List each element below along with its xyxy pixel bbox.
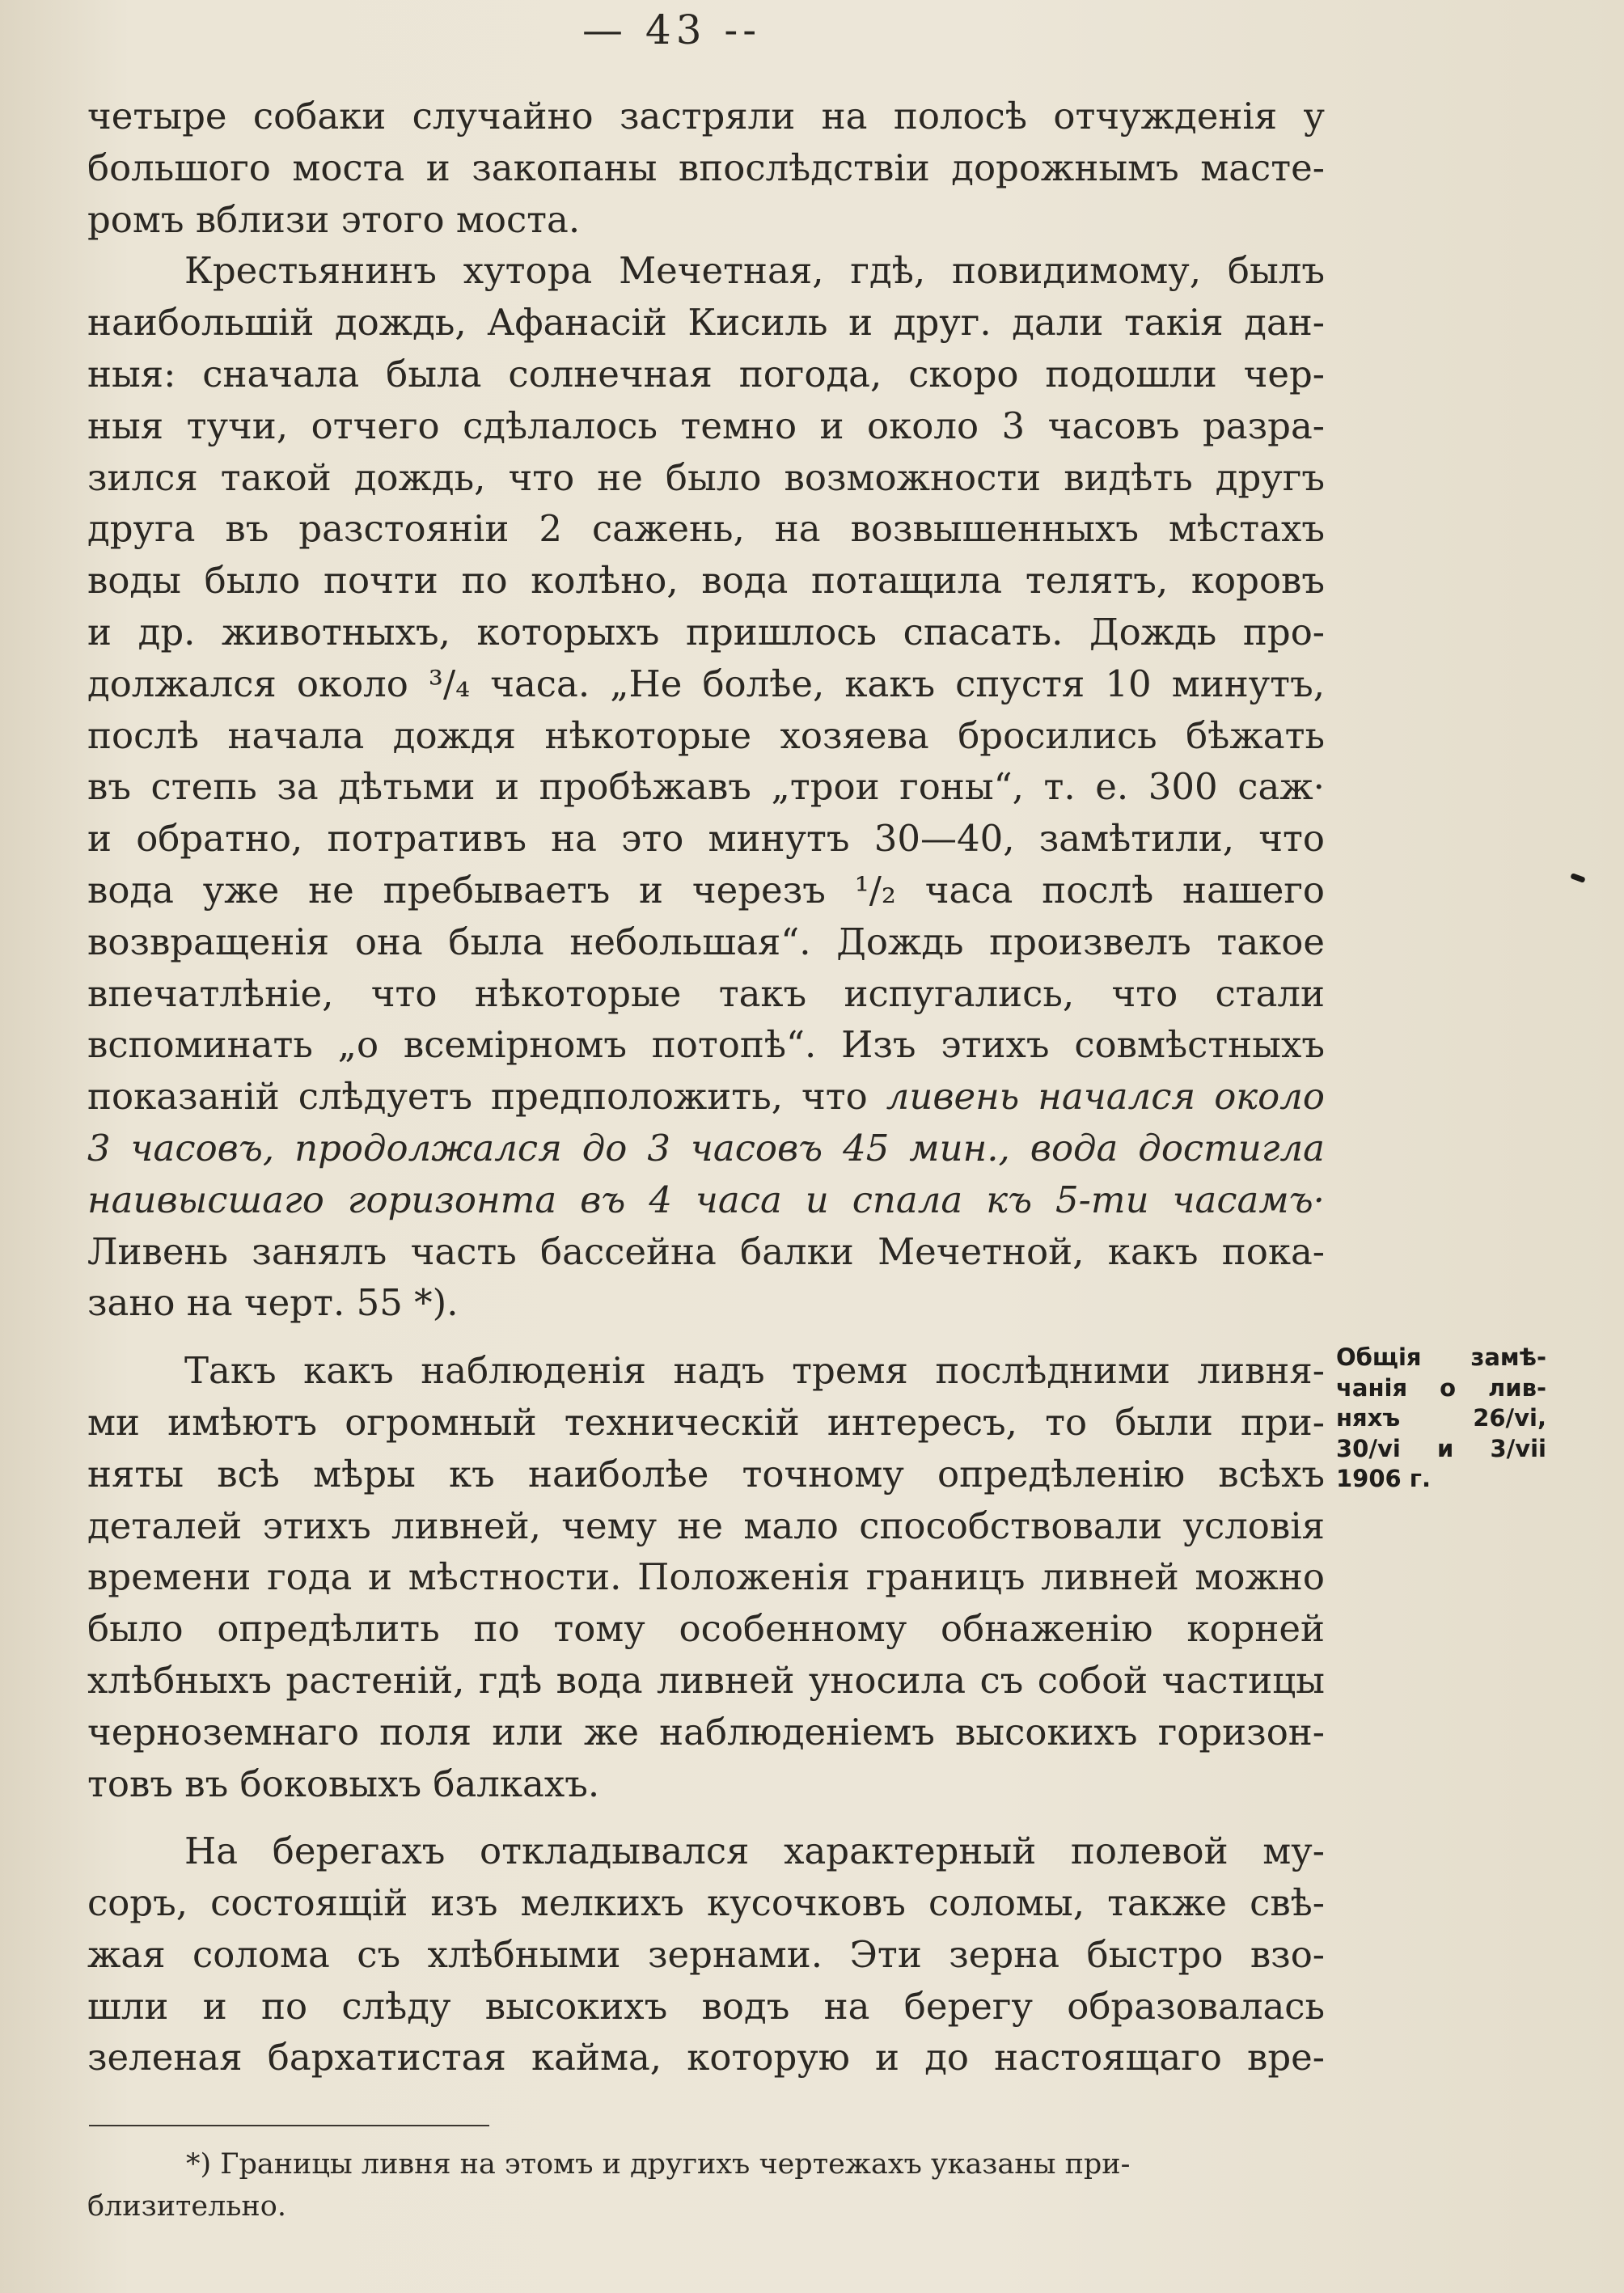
text-line-roman: большого моста и закопаны впослѣдствіи дорожнымъ масте- (87, 146, 1325, 189)
text-line-roman: Ливень занялъ часть бассейна балки Мечетной, какъ пока- (87, 1229, 1325, 1273)
text-line-roman: ныя тучи, отчего сдѣлалось темно и около 3 часовъ разра- (87, 404, 1325, 447)
text-line (87, 245, 1325, 297)
footnote-rule (89, 2125, 489, 2126)
text-line-italic: 3 часовъ, продолжался до 3 часовъ 45 мин., вода достигла (87, 1126, 1325, 1170)
text-line-roman: послѣ начала дождя нѣкоторые хозяева бросились бѣжать (87, 713, 1325, 757)
text-line (87, 1758, 1325, 1810)
text-line (87, 297, 1325, 349)
text-line (87, 607, 1325, 658)
text-line-roman: жая солома съ хлѣбными зернами. Эти зерна быстро взо- (87, 1932, 1325, 1976)
text-line (87, 1071, 1325, 1123)
text-line-roman: Крестьянинъ хутора Мечетная, гдѣ, повидимому, былъ (184, 249, 1325, 293)
text-line (87, 1655, 1325, 1707)
text-line (87, 142, 1325, 194)
text-line (87, 1551, 1325, 1603)
text-line-roman: вода уже не пребываетъ и черезъ ¹/₂ часа послѣ нашего (87, 868, 1325, 912)
text-line-roman: было опредѣлить по тому особенному обнаженію корней (87, 1607, 1325, 1651)
text-line-roman: зано на черт. 55 *). (87, 1281, 459, 1325)
text-line (87, 813, 1325, 865)
text-line-roman: товъ въ боковыхъ балкахъ. (87, 1762, 600, 1805)
text-line (87, 916, 1325, 968)
text-line-roman: деталей этихъ ливней, чему не мало способствовали условія (87, 1504, 1325, 1547)
text-line-italic: наивысшаго горизонта въ 4 часа и спала къ 5-ти часамъ· (87, 1178, 1325, 1221)
footnote-line: *) Границы ливня на этомъ и другихъ чертежахъ указаны при- (186, 2148, 1131, 2181)
text-line (87, 658, 1325, 710)
text-line (87, 1826, 1325, 1877)
footnotes (87, 2143, 1325, 2227)
text-line-roman: и др. животныхъ, которыхъ пришлось спасать. Дождь про- (87, 610, 1325, 654)
footnote-line: близительно. (87, 2190, 286, 2223)
text-line (87, 2032, 1325, 2084)
text-line (87, 1603, 1325, 1655)
text-line (87, 865, 1325, 916)
text-line (87, 194, 1325, 246)
text-line (87, 1877, 1325, 1929)
margin-note-line: 30/vi и 3/vii (1336, 1434, 1546, 1462)
text-line-roman: и обратно, потративъ на это минутъ 30—40, замѣтили, что (87, 817, 1325, 861)
text-line (87, 1397, 1325, 1449)
text-line-roman: возвращенія она была небольшая“. Дождь произвелъ такое (87, 920, 1325, 963)
text-line-roman: Такъ какъ наблюденія надъ тремя послѣдними ливня- (184, 1349, 1325, 1393)
text-line (87, 349, 1325, 400)
text-line-roman: вспоминать „о всемірномъ потопѣ“. Изъ этихъ совмѣстныхъ (87, 1023, 1325, 1067)
text-line (87, 710, 1325, 762)
text-line-roman: времени года и мѣстности. Положенія границъ ливней можно (87, 1555, 1325, 1599)
text-line-roman: показаній слѣдуетъ предположить, что (87, 1075, 868, 1119)
text-line-roman: На берегахъ откладывался характерный полевой му- (184, 1830, 1325, 1873)
text-line-roman: должался около ³/₄ часа. „Не болѣе, какъ спустя 10 минутъ, (87, 662, 1325, 705)
text-line (87, 452, 1325, 504)
text-line-roman: зился такой дождь, что не было возможности видѣть другъ (87, 455, 1325, 499)
text-line-roman: няты всѣ мѣры къ наиболѣе точному опредѣленію всѣхъ (87, 1452, 1325, 1496)
text-line-roman: зеленая бархатистая кайма, которую и до настоящаго вре- (87, 2036, 1325, 2079)
margin-note-line: 1906 г. (1336, 1465, 1431, 1492)
text-line (87, 555, 1325, 607)
text-line (87, 968, 1325, 1020)
text-line (87, 1707, 1325, 1758)
text-line-roman: четыре собаки случайно застряли на полосѣ отчужденія у (87, 95, 1325, 137)
text-line-roman: хлѣбныхъ растеній, гдѣ вода ливней уносила съ собой частицы (87, 1658, 1325, 1702)
text-line (87, 1500, 1325, 1552)
margin-note-line: Общія замѣ- (1336, 1343, 1546, 1371)
margin-note-line: чанія о лив- (1336, 1373, 1546, 1402)
text-line-roman: друга въ разстояніи 2 сажень, на возвышенныхъ мѣстахъ (87, 507, 1325, 551)
text-line (87, 1123, 1325, 1174)
text-line (87, 1226, 1325, 1278)
text-line-roman: ныя: сначала была солнечная погода, скоро подошли чер- (87, 352, 1325, 396)
text-line (87, 1449, 1325, 1500)
text-line-roman: ромъ вблизи этого моста. (87, 197, 581, 241)
margin-note (1336, 1343, 1546, 1495)
text-line-italic: ливень начался около (886, 1075, 1325, 1119)
text-line (87, 1174, 1325, 1226)
text-line-roman: черноземнаго поля или же наблюденіемъ высокихъ горизон- (87, 1710, 1325, 1754)
text-line (87, 91, 1325, 142)
text-line-roman: наибольшій дождь, Афанасій Кисиль и друг. дали такія дан- (87, 301, 1325, 345)
page-number: — 43 -- (582, 6, 762, 53)
text-line (87, 1981, 1325, 2033)
text-line-roman: шли и по слѣду высокихъ водъ на берегу образовалась (87, 1984, 1325, 2028)
main-text (87, 91, 1325, 2084)
text-line-roman: соръ, состоящій изъ мелкихъ кусочковъ соломы, также свѣ- (87, 1881, 1325, 1925)
ink-speck (1570, 873, 1585, 883)
text-line (87, 761, 1325, 813)
text-line (87, 1277, 1325, 1329)
text-line-roman: ми имѣютъ огромный техническій интересъ, то были при- (87, 1400, 1325, 1444)
text-line (87, 1929, 1325, 1981)
text-line-roman: впечатлѣніе, что нѣкоторые такъ испугались, что стали (87, 971, 1325, 1015)
text-line (87, 400, 1325, 452)
text-line-roman: воды было почти по колѣно, вода потащила телятъ, коровъ (87, 559, 1325, 603)
text-line (87, 503, 1325, 555)
text-line (87, 1019, 1325, 1071)
text-line (87, 1345, 1325, 1397)
text-line-roman: въ степь за дѣтьми и пробѣжавъ „трои гоны“, т. е. 300 саж· (87, 765, 1325, 809)
margin-note-line: няхъ 26/vi, (1336, 1404, 1546, 1432)
